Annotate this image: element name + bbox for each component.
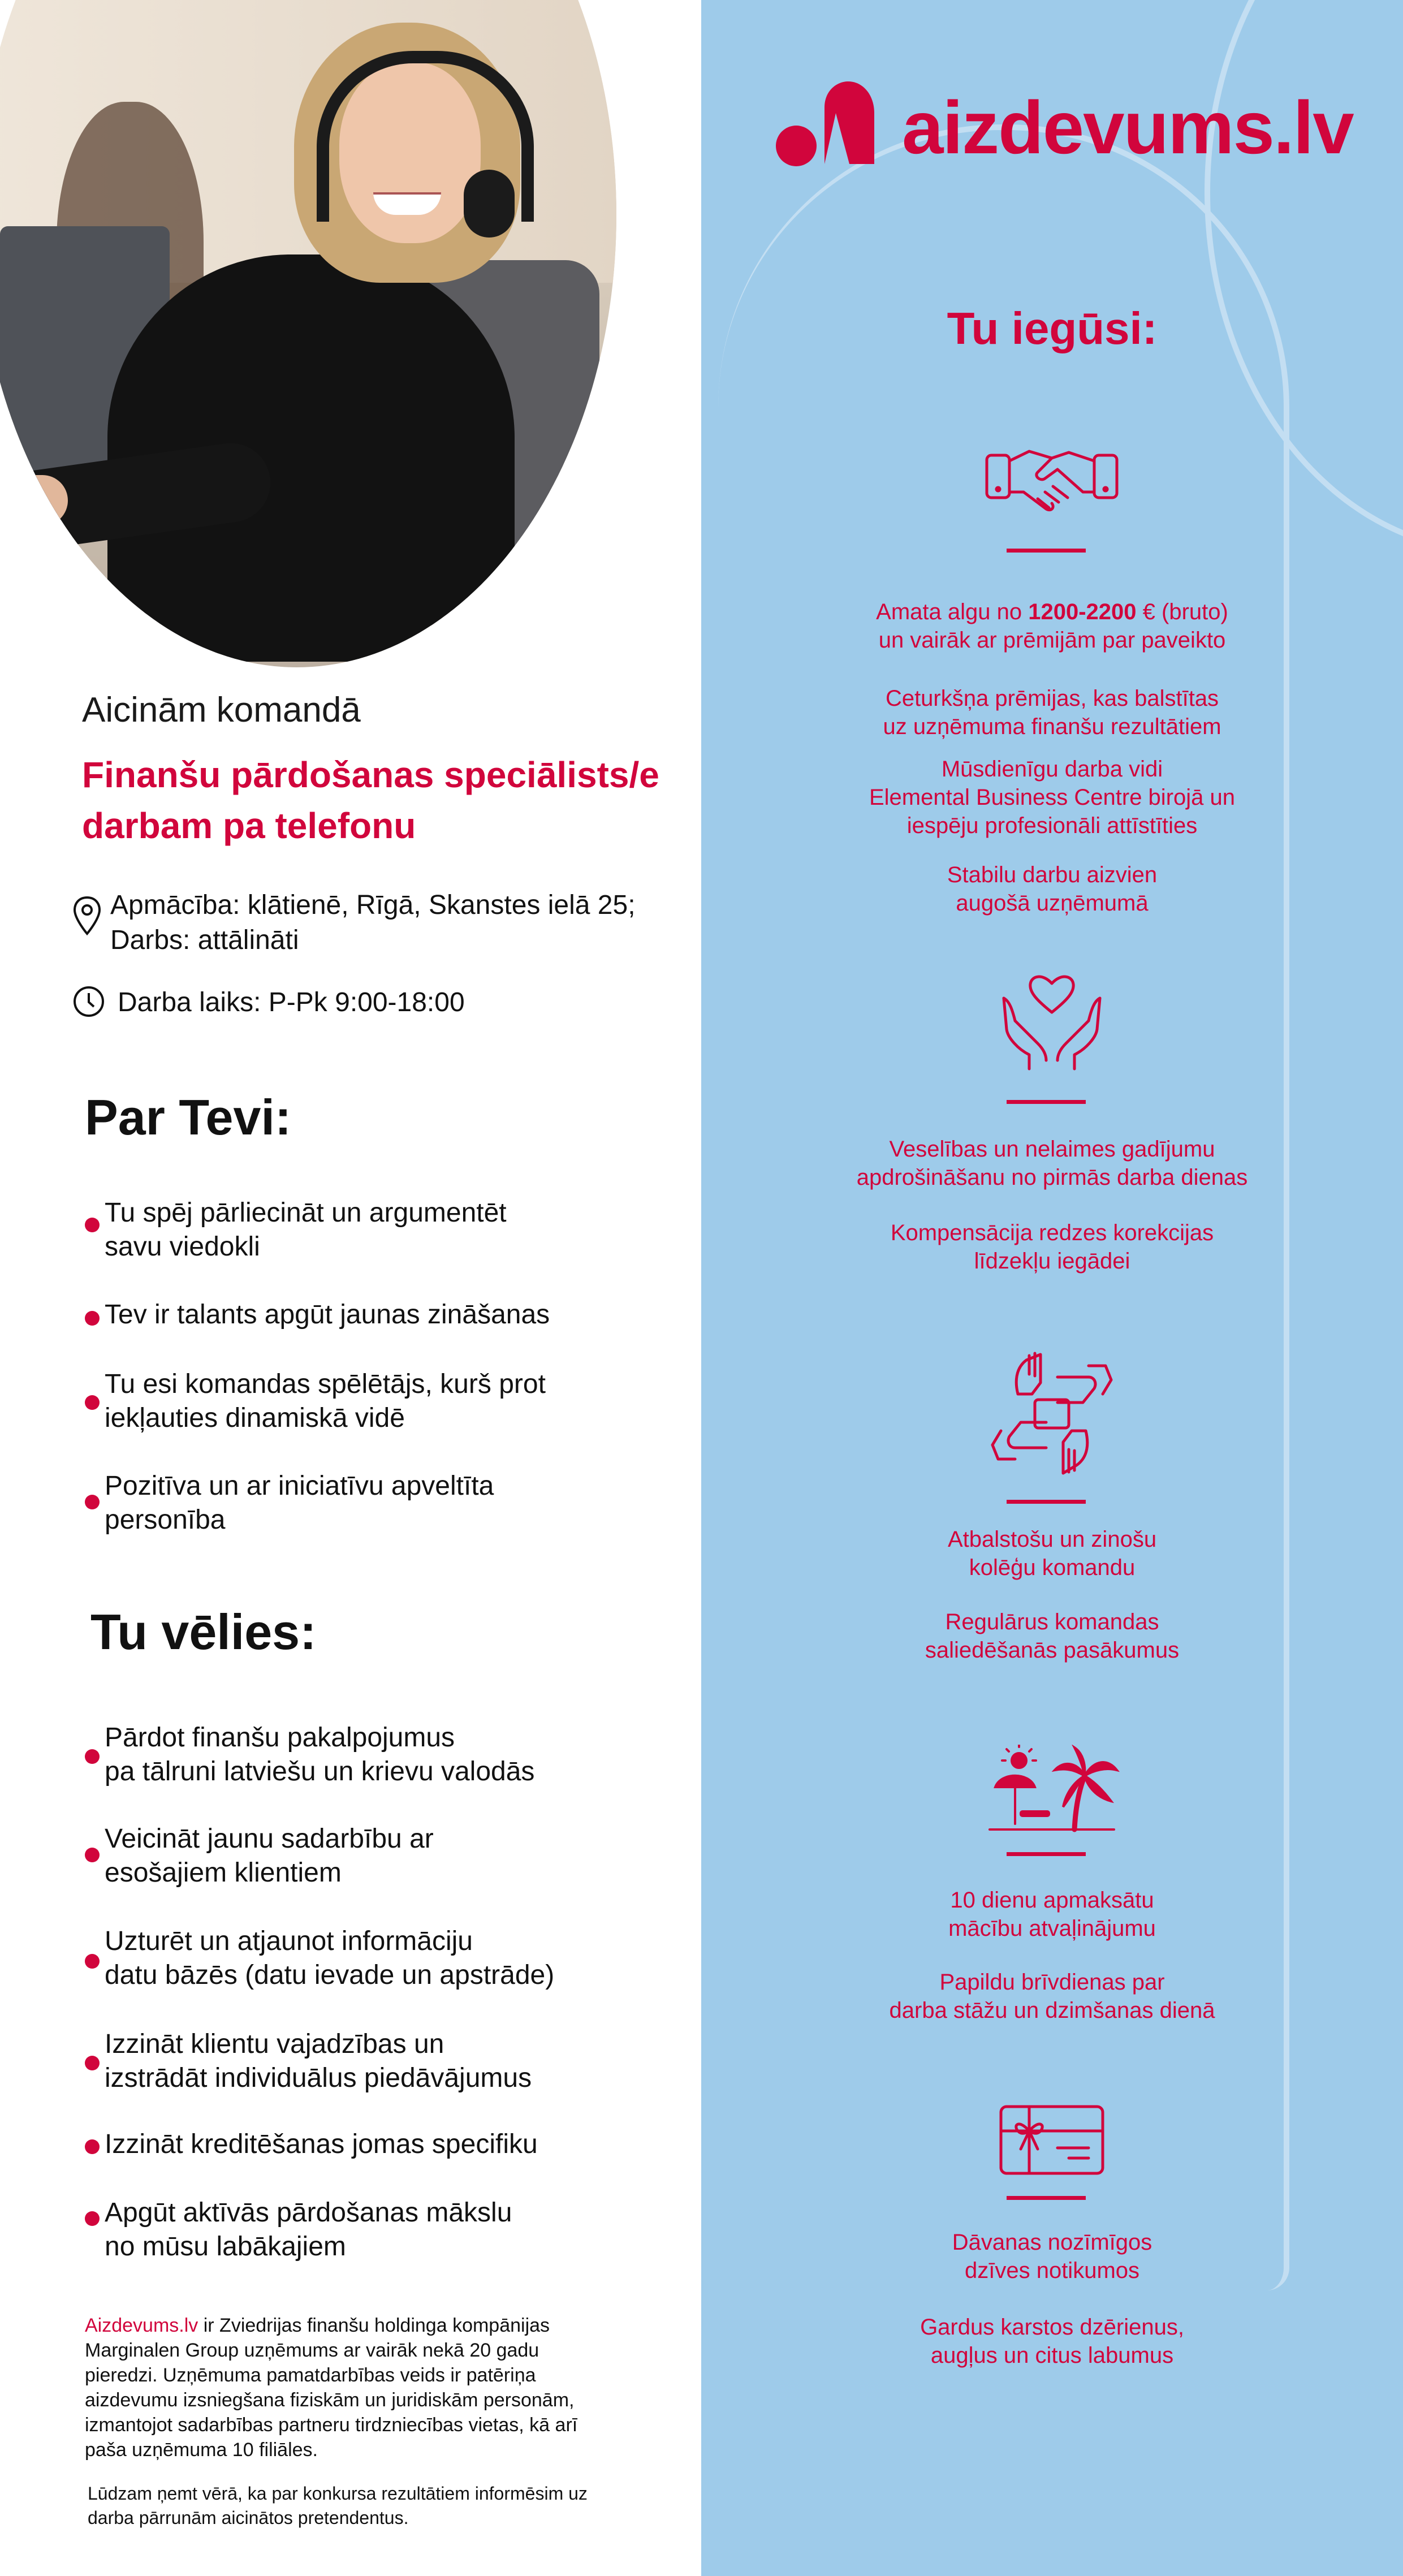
list-item: Izzināt klientu vajadzības un izstrādāt individuālus piedāvājumus [105, 2029, 532, 2093]
bullet-dot [85, 1749, 100, 1764]
location-text: Apmācība: klātienē, Rīgā, Skanstes ielā 25; Darbs: attālināti [110, 890, 636, 955]
tu-velies-heading: Tu vēlies: [90, 1604, 317, 1660]
location-pin-icon [72, 895, 102, 940]
disclaimer-note: Lūdzam ņemt vērā, ka par konkursa rezultātiem informēsim uz darba pārrunām aicinātos pretendentus. [88, 2483, 588, 2528]
divider-dash [1007, 1852, 1086, 1856]
list-item: Tu esi komandas spēlētājs, kurš prot iekļauties dinamiskā vidē [105, 1369, 546, 1433]
par-tevi-heading: Par Tevi: [85, 1089, 292, 1145]
brand-logo: aizdevums.lv [902, 86, 1353, 169]
beach-palm-icon [984, 1745, 1120, 1846]
benefit-salary: Amata algu no 1200-2200 € (bruto) un vairāk ar prēmijām par paveikto [876, 599, 1228, 653]
bullet-dot [85, 1311, 100, 1326]
list-item: Uzturēt un atjaunot informāciju datu bāzēs (datu ievade un apstrāde) [105, 1926, 555, 1990]
list-item: Izzināt kreditēšanas jomas specifiku [105, 2129, 538, 2159]
handshake-icon [984, 435, 1120, 537]
team-hands-icon [984, 1349, 1120, 1451]
gift-card-icon [984, 2104, 1120, 2206]
list-item: Apgūt aktīvās pārdošanas mākslu no mūsu labākajiem [105, 2198, 512, 2262]
intro-text: Aicinām komandā [82, 691, 361, 730]
bullet-dot [85, 2056, 100, 2070]
clock-icon [72, 985, 105, 1021]
gains-heading: Tu iegūsi: [947, 303, 1158, 353]
benefit-insurance: Veselības un nelaimes gadījumu apdrošināšanu no pirmās darba dienas [856, 1137, 1248, 1190]
working-hours: Darba laiks: P-Pk 9:00-18:00 [118, 987, 465, 1017]
list-item: Veicināt jaunu sadarbību ar esošajiem klientiem [105, 1824, 434, 1888]
benefit-study-leave: 10 dienu apmaksātu mācību atvaļinājumu [948, 1888, 1156, 1941]
bullet-dot [85, 1848, 100, 1862]
bullet-dot [85, 1395, 100, 1410]
bullet-dot [85, 1218, 100, 1232]
list-item: Pozitīva un ar iniciatīvu apveltīta personība [105, 1471, 494, 1535]
benefit-team: Atbalstošu un zinošu kolēģu komandu [947, 1527, 1157, 1580]
benefit-stability: Stabilu darbu aizvien augošā uzņēmumā [947, 862, 1158, 916]
bullet-dot [85, 2211, 100, 2226]
bullet-dot [85, 1495, 100, 1509]
divider-dash [1007, 1500, 1086, 1504]
hero-photo [0, 0, 616, 667]
divider-dash [1007, 549, 1086, 553]
divider-dash [1007, 1100, 1086, 1104]
benefit-environment: Mūsdienīgu darba vidi Elemental Business Centre birojā un iespēju profesionāli attīstīties [869, 757, 1235, 838]
benefit-events: Regulārus komandas saliedēšanās pasākumus [925, 1610, 1180, 1663]
benefit-bonus: Ceturkšņa prēmijas, kas balstītas uz uzņēmuma finanšu rezultātiem [883, 686, 1221, 739]
list-item: Tev ir talants apgūt jaunas zināšanas [105, 1300, 550, 1330]
bullet-dot [85, 1954, 100, 1969]
about-company: Aizdevums.lv ir Zviedrijas finanšu holdinga kompānijas Marginalen Group uzņēmums ar vairāk nekā 20 gadu pieredzi. Uzņēmuma pamatdarbības veids ir patēriņa aizdevumu izsniegšana fiziskām un juridiskām personām, izmantojot sadarbības partneru tirdzniecības vietas, kā arī paša uzņēmuma 10 filiāles. [85, 2315, 578, 2461]
benefit-vision: Kompensācija redzes korekcijas līdzekļu iegādei [890, 1220, 1214, 1274]
list-item: Pārdot finanšu pakalpojumus pa tālruni latviešu un krievu valodās [105, 1723, 535, 1787]
job-title: Finanšu pārdošanas speciālists/e darbam pa telefonu [82, 754, 659, 846]
benefit-extra-days: Papildu brīvdienas par darba stāžu un dzimšanas dienā [889, 1970, 1215, 2023]
logo-mark-icon [775, 79, 877, 178]
bullet-dot [85, 2139, 100, 2154]
heart-hands-icon [984, 970, 1120, 1072]
divider-dash [1007, 2196, 1086, 2200]
list-item: Tu spēj pārliecināt un argumentēt savu viedokli [105, 1198, 507, 1262]
benefit-drinks: Gardus karstos dzērienus, augļus un citus labumus [920, 2315, 1184, 2368]
benefit-gifts: Dāvanas nozīmīgos dzīves notikumos [952, 2230, 1152, 2283]
